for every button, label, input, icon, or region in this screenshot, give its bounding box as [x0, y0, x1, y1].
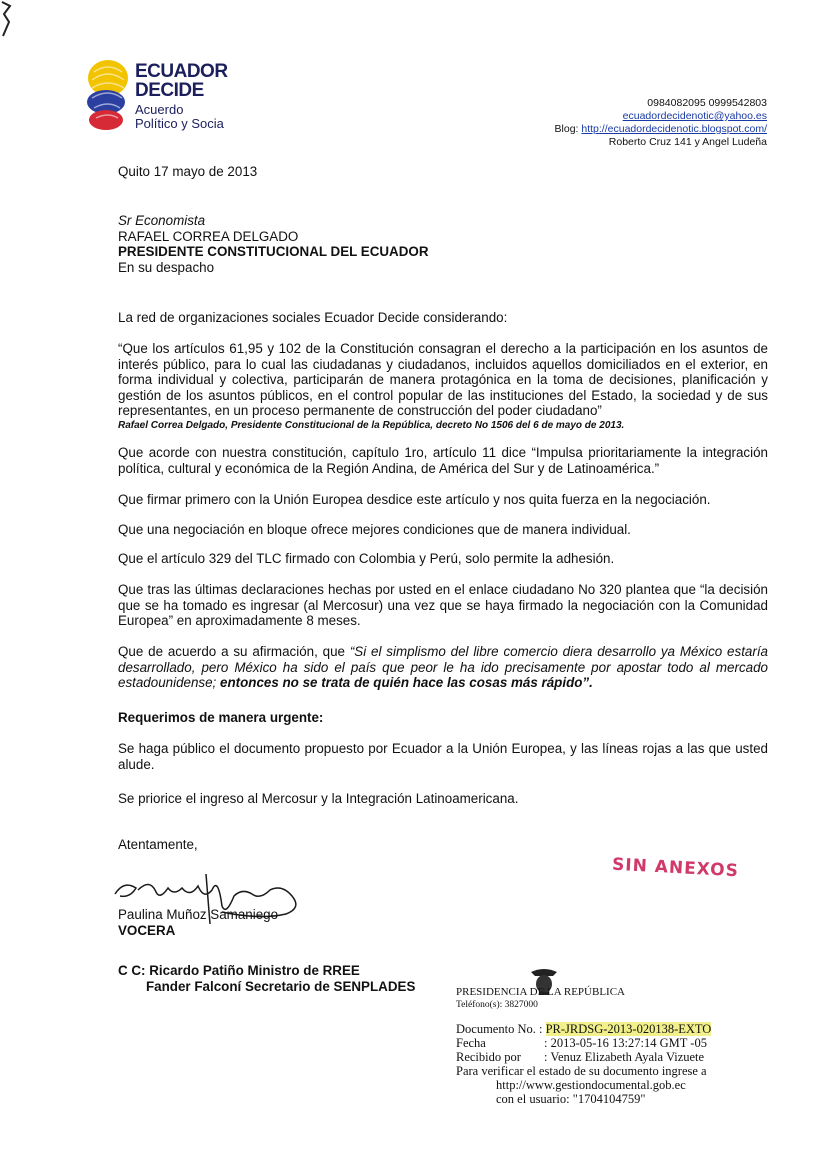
receipt-doc-row	[456, 1022, 756, 1036]
letter-date: Quito 17 mayo de 2013	[118, 164, 258, 179]
contact-block	[555, 97, 767, 149]
recipient-line2: RAFAEL CORREA DELGADO	[118, 228, 299, 244]
paragraph-2: Que firmar primero con la Unión Europea desdice este artículo y nos quita fuerza en la negociación.	[118, 492, 711, 507]
intro-paragraph: La red de organizaciones sociales Ecuador Decide considerando:	[118, 310, 508, 325]
paragraph-4: Que el artículo 329 del TLC firmado con Colombia y Perú, solo permite la adhesión.	[118, 551, 615, 566]
fecha-label: Fecha	[456, 1036, 486, 1050]
requests-heading: Requerimos de manera urgente:	[118, 710, 324, 725]
paragraph-1: Que acorde con nuestra constitución, capítulo 1ro, artículo 11 dice “Impulsa prioritariamente la integración política, cultural y económica de la Región Andina, de América del Sur y de Latinoamérica.”	[118, 445, 768, 476]
receipt-recibido-row	[456, 1050, 756, 1064]
verify-line-1: Para verificar el estado de su documento ingrese a	[456, 1064, 707, 1078]
paragraph-6-quote: “Si el simplismo del libre comercio diera desarrollo ya México estaría desarrollado, pero México ha sido el país que peor le ha ido precisamente por apostar todo al mercado estadounidense;	[118, 644, 768, 691]
scan-artifact	[0, 0, 18, 40]
verify-line-3: con el usuario: "1704104759"	[496, 1092, 646, 1106]
request-2: Se priorice el ingreso al Mercosur y la Integración Latinoamericana.	[118, 791, 519, 806]
cc-block	[118, 963, 415, 994]
contact-blog	[555, 123, 767, 136]
logo-title	[135, 62, 228, 100]
recipient-line3: PRESIDENTE CONSTITUCIONAL DEL ECUADOR	[118, 244, 429, 260]
logo-sub-politico: Político y Socia	[135, 116, 224, 131]
logo-line-ecuador: ECUADOR	[135, 61, 228, 82]
cc-line-1	[118, 963, 415, 979]
receipt-institution: PRESIDENCIA DE LA REPÚBLICA	[456, 986, 625, 998]
blog-link[interactable]: http://ecuadordecidenotic.blogspot.com/	[581, 123, 767, 135]
paragraph-5: Que tras las últimas declaraciones hechas por usted en el enlace ciudadano No 320 plantea que “la decisión que se ha tomado es ingresar (al Mercosur) una vez que se haya firmado la negociación con la Comunidad Europea” en aproximadamente 8 meses.	[118, 582, 768, 629]
blog-label: Blog:	[554, 123, 579, 135]
receipt-details	[456, 1022, 756, 1106]
receipt-phone: Teléfono(s): 3827000	[456, 1000, 538, 1010]
logo-subtitle	[135, 103, 224, 131]
contact-address: Roberto Cruz 141 y Angel Ludeña	[608, 136, 767, 148]
cc-label: C C:	[118, 963, 146, 978]
doc-value: PR-JRDSG-2013-020138-EXTO	[545, 1022, 712, 1036]
logo-line-decide: DECIDE	[135, 80, 204, 101]
logo-sub-acuerdo: Acuerdo	[135, 102, 184, 117]
logo-fingerprint-icon	[84, 58, 132, 132]
recipient-block	[118, 213, 429, 275]
receipt-fecha-row	[456, 1036, 756, 1050]
closing: Atentamente,	[118, 837, 198, 852]
signer-title: VOCERA	[118, 923, 176, 938]
request-1: Se haga público el documento propuesto por Ecuador a la Unión Europea, y las líneas rojas a las que usted alude.	[118, 741, 768, 772]
contact-phones: 0984082095 0999542803	[647, 97, 767, 109]
sin-anexos-stamp: SIN ANEXOS	[611, 854, 740, 882]
paragraph-3: Que una negociación en bloque ofrece mejores condiciones que de manera individual.	[118, 522, 631, 537]
paragraph-6-bold: entonces no se trata de quién hace las cosas más rápido”.	[220, 675, 593, 691]
verify-line-2: http://www.gestiondocumental.gob.ec	[496, 1078, 686, 1092]
recibido-label: Recibido por	[456, 1050, 521, 1064]
fecha-value: : 2013-05-16 13:27:14 GMT -05	[544, 1036, 707, 1050]
paragraph-6-start: Que de acuerdo a su afirmación, que	[118, 644, 350, 659]
contact-email-link[interactable]: ecuadordecidenotic@yahoo.es	[622, 110, 767, 122]
recipient-line1: Sr Economista	[118, 213, 206, 228]
recipient-line4: En su despacho	[118, 259, 215, 275]
quote-paragraph: “Que los artículos 61,95 y 102 de la Constitución consagran el derecho a la participación en los asuntos de interés público, para lo cual las ciudadanas y ciudadanos, incluidos aquellos domiciliados en el exterior, en forma individual y colectiva, participarán de manera protagónica en la toma de decisiones, planificación y gestión de los asuntos públicos, en el control popular de las instituciones del Estado, la sociedad y de sus representantes, en un proceso permanente de construcción del poder ciudadano”	[118, 341, 768, 419]
cc-recipient-1: Ricardo Patiño Ministro de RREE	[149, 963, 360, 978]
doc-label: Documento No. :	[456, 1022, 543, 1036]
quote-citation: Rafael Correa Delgado, Presidente Constitucional de la República, decreto No 1506 del 6 de mayo de 2013.	[118, 420, 625, 431]
cc-recipient-2: Fander Falconí Secretario de SENPLADES	[146, 978, 416, 994]
receipt-header	[456, 986, 625, 1012]
recibido-value: : Venuz Elizabeth Ayala Vizuete	[544, 1050, 705, 1064]
paragraph-6	[118, 644, 768, 691]
signer-name: Paulina Muñoz Samaniego	[118, 907, 279, 922]
